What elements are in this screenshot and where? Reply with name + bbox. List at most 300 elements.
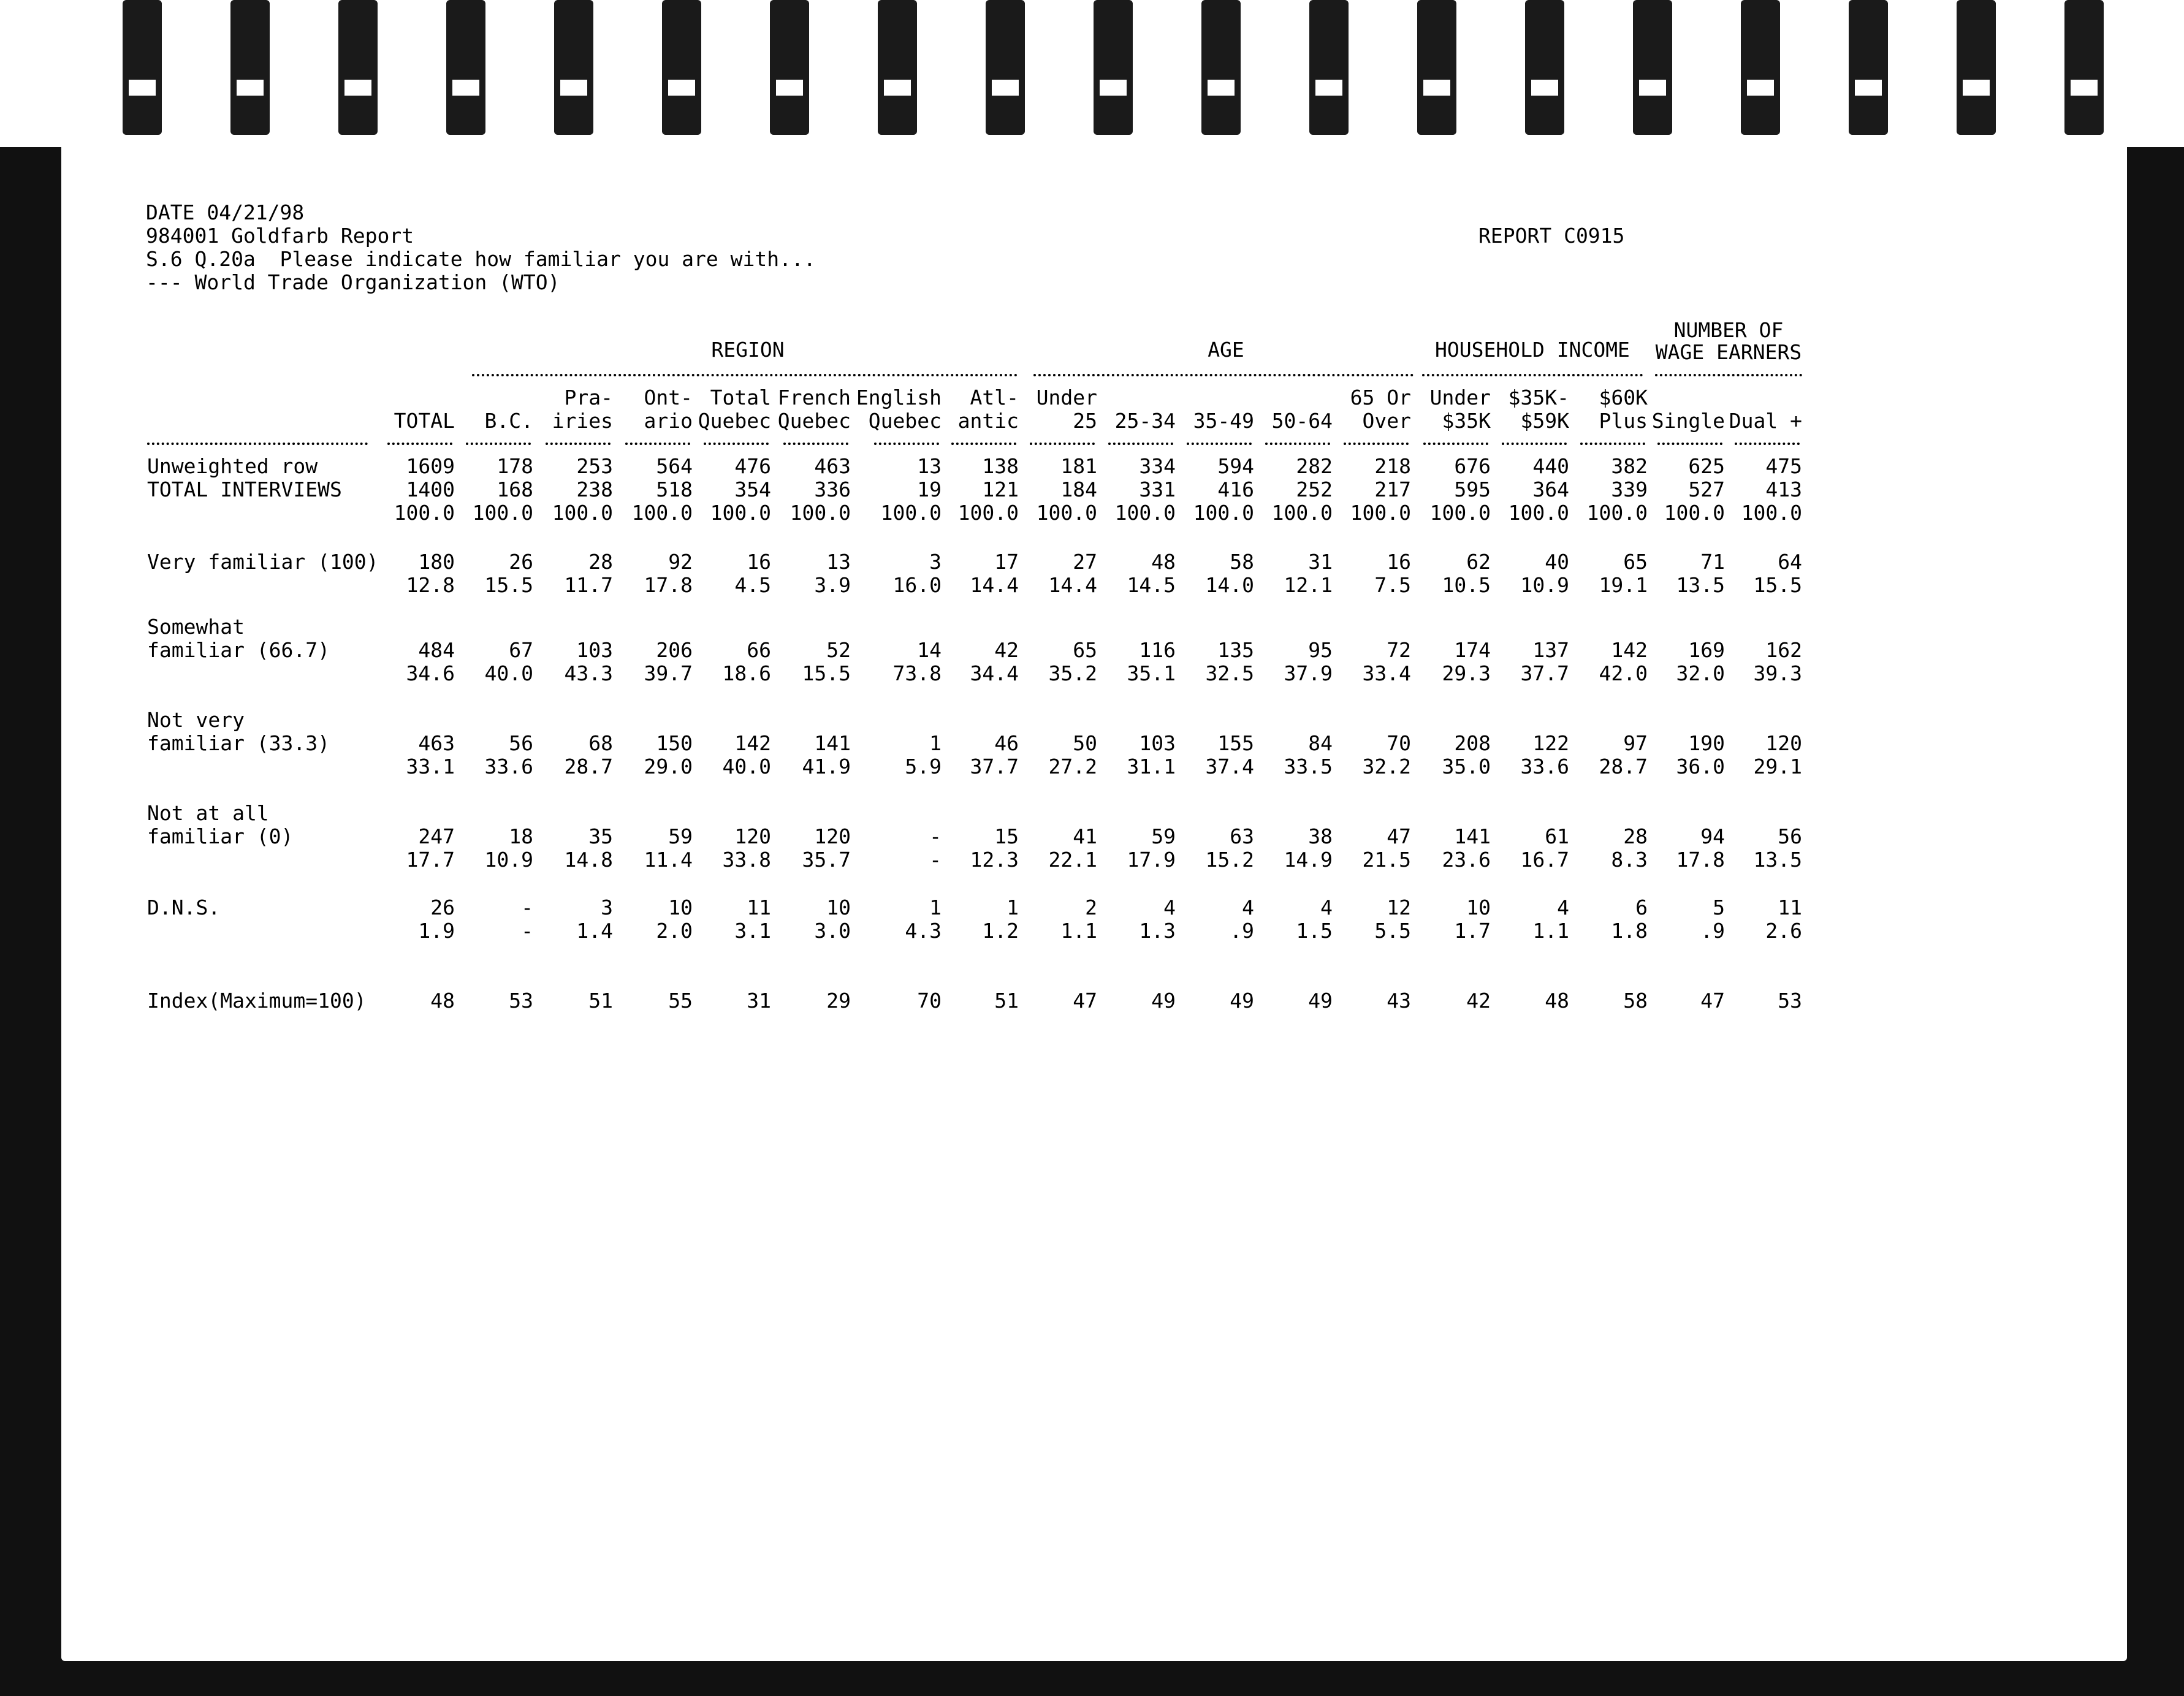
table-cell: 47 (1073, 989, 1097, 1013)
table-cell: 58 (1623, 989, 1648, 1013)
table-cell: 72 (1387, 638, 1411, 662)
row-label: D.N.S. (147, 896, 221, 919)
column-header-line2: 25-34 (1114, 409, 1176, 433)
table-cell: 29.3 (1442, 661, 1491, 685)
table-cell: 518 (656, 477, 693, 501)
table-cell: 100.0 (1586, 501, 1648, 525)
table-cell: 100.0 (1741, 501, 1802, 525)
table-cell: 29 (826, 989, 851, 1013)
table-cell: 12.1 (1284, 573, 1333, 597)
group-age: AGE (1208, 338, 1244, 362)
table-cell: 6 (1635, 896, 1648, 919)
table-cell: 208 (1454, 731, 1491, 755)
table-cell: 1400 (406, 477, 455, 501)
table-cell: 282 (1296, 454, 1333, 478)
table-cell: 162 (1765, 638, 1802, 662)
spiral-coil (1525, 0, 1564, 135)
table-cell: 100.0 (631, 501, 693, 525)
table-cell: 4 (1320, 896, 1333, 919)
table-cell: 463 (418, 731, 455, 755)
spiral-coil (662, 0, 701, 135)
column-header-line1: Atl- (970, 386, 1019, 409)
row-label: Index(Maximum=100) (147, 989, 367, 1013)
table-cell: 84 (1308, 731, 1333, 755)
column-rule (951, 443, 1016, 445)
table-cell: 141 (1454, 824, 1491, 848)
table-cell: 14.4 (1048, 573, 1097, 597)
table-cell: 17.7 (406, 848, 455, 872)
table-cell: 27.2 (1048, 755, 1097, 778)
table-cell: 174 (1454, 638, 1491, 662)
table-cell: 40.0 (722, 755, 771, 778)
table-cell: 95 (1308, 638, 1333, 662)
table-cell: 413 (1765, 477, 1802, 501)
spiral-coil (1849, 0, 1888, 135)
table-cell: 47 (1700, 989, 1725, 1013)
table-cell: 4.3 (905, 919, 942, 943)
table-cell: 354 (734, 477, 771, 501)
table-cell: 1.9 (418, 919, 455, 943)
column-header-line2: Dual + (1729, 409, 1802, 433)
table-cell: 142 (1611, 638, 1648, 662)
table-cell: 67 (509, 638, 533, 662)
table-cell: 26 (509, 550, 533, 574)
column-header-line1: Under (1036, 386, 1097, 409)
table-cell: 70 (917, 989, 942, 1013)
table-cell: 14 (917, 638, 942, 662)
table-cell: 100.0 (1271, 501, 1333, 525)
table-cell: 49 (1151, 989, 1176, 1013)
table-cell: 31 (747, 989, 771, 1013)
table-cell: 169 (1688, 638, 1725, 662)
table-cell: 13 (917, 454, 942, 478)
table-cell: 94 (1700, 824, 1725, 848)
table-cell: 100.0 (394, 501, 455, 525)
column-header-line2: antic (957, 409, 1019, 433)
table-cell: 440 (1532, 454, 1569, 478)
table-cell: 364 (1532, 477, 1569, 501)
table-cell: 17.9 (1127, 848, 1176, 872)
table-cell: 135 (1217, 638, 1254, 662)
table-cell: 14.5 (1127, 573, 1176, 597)
table-cell: 17.8 (1676, 848, 1725, 872)
table-cell: 416 (1217, 477, 1254, 501)
table-cell: 100.0 (710, 501, 771, 525)
table-cell: 48 (1151, 550, 1176, 574)
table-cell: 120 (814, 824, 851, 848)
table-cell: 14.8 (564, 848, 613, 872)
table-cell: 100.0 (790, 501, 851, 525)
row-label-line2: familiar (0) (147, 824, 294, 848)
column-header-line2: Quebec (698, 409, 771, 433)
spiral-coil (446, 0, 485, 135)
column-rule (1108, 443, 1173, 445)
spiral-coil (123, 0, 162, 135)
table-cell: 40 (1545, 550, 1569, 574)
table-cell: 31.1 (1127, 755, 1176, 778)
table-cell: 13.5 (1676, 573, 1725, 597)
table-cell: 1.4 (576, 919, 613, 943)
table-cell: 336 (814, 477, 851, 501)
table-cell: 100.0 (1193, 501, 1254, 525)
table-cell: 53 (1778, 989, 1802, 1013)
table-cell: 1.7 (1454, 919, 1491, 943)
table-cell: 100.0 (1350, 501, 1411, 525)
table-cell: 28.7 (564, 755, 613, 778)
table-cell: 19.1 (1599, 573, 1648, 597)
table-cell: 34.4 (970, 661, 1019, 685)
table-cell: 1 (1006, 896, 1019, 919)
table-cell: 47 (1387, 824, 1411, 848)
age-rule (1033, 374, 1414, 376)
table-cell: 59 (668, 824, 693, 848)
table-cell: 15.5 (802, 661, 851, 685)
column-rule (783, 443, 848, 445)
table-cell: 29.1 (1753, 755, 1802, 778)
table-cell: 33.6 (484, 755, 533, 778)
table-cell: 1.5 (1296, 919, 1333, 943)
table-cell: 68 (588, 731, 613, 755)
table-cell: 33.6 (1520, 755, 1569, 778)
row-label-line2: familiar (33.3) (147, 731, 330, 755)
column-rule (546, 443, 611, 445)
table-cell: 15.2 (1205, 848, 1254, 872)
spiral-coil (1201, 0, 1241, 135)
table-cell: 120 (734, 824, 771, 848)
table-cell: 71 (1700, 550, 1725, 574)
table-cell: 64 (1778, 550, 1802, 574)
column-rule (1657, 443, 1722, 445)
spiral-coil (986, 0, 1025, 135)
table-cell: 382 (1611, 454, 1648, 478)
column-header-line1: $60K (1599, 386, 1648, 409)
table-cell: 28 (1623, 824, 1648, 848)
table-cell: 100.0 (1508, 501, 1569, 525)
table-cell: 100.0 (1664, 501, 1725, 525)
table-cell: 56 (1778, 824, 1802, 848)
table-cell: 1.1 (1060, 919, 1097, 943)
table-cell: 32.5 (1205, 661, 1254, 685)
table-cell: 92 (668, 550, 693, 574)
column-rule (466, 443, 531, 445)
table-cell: 595 (1454, 477, 1491, 501)
column-rule (1735, 443, 1800, 445)
column-header-line1: $35K- (1508, 386, 1569, 409)
table-cell: 103 (576, 638, 613, 662)
table-cell: 103 (1139, 731, 1176, 755)
table-cell: 1609 (406, 454, 455, 478)
table-cell: 42.0 (1599, 661, 1648, 685)
table-cell: 37.7 (1520, 661, 1569, 685)
table-cell: 66 (747, 638, 771, 662)
row-label: Somewhat (147, 615, 245, 639)
question-subject: --- World Trade Organization (WTO) (146, 270, 560, 294)
table-cell: 100.0 (552, 501, 613, 525)
column-header-line2: 50-64 (1271, 409, 1333, 433)
column-rule (1187, 443, 1252, 445)
table-cell: 100.0 (957, 501, 1019, 525)
table-cell: 61 (1545, 824, 1569, 848)
table-cell: 59 (1151, 824, 1176, 848)
table-cell: 41 (1073, 824, 1097, 848)
spiral-coil (1417, 0, 1456, 135)
table-cell: 1.3 (1139, 919, 1176, 943)
table-cell: 16.7 (1520, 848, 1569, 872)
table-cell: 2.6 (1765, 919, 1802, 943)
table-cell: 42 (994, 638, 1019, 662)
table-cell: 10.9 (484, 848, 533, 872)
spiral-coil (1094, 0, 1133, 135)
table-cell: 625 (1688, 454, 1725, 478)
spiral-coil (1309, 0, 1349, 135)
table-cell: 100.0 (472, 501, 533, 525)
table-cell: 56 (509, 731, 533, 755)
column-rule (1265, 443, 1330, 445)
table-cell: 70 (1387, 731, 1411, 755)
table-cell: 14.9 (1284, 848, 1333, 872)
table-cell: 339 (1611, 477, 1648, 501)
table-cell: 10 (826, 896, 851, 919)
column-header-line2: $35K (1442, 409, 1491, 433)
column-header-line2: Quebec (868, 409, 942, 433)
table-cell: 17 (994, 550, 1019, 574)
table-cell: 1.2 (982, 919, 1019, 943)
table-cell: 39.7 (644, 661, 693, 685)
table-cell: 527 (1688, 477, 1725, 501)
row-label: Not at all (147, 801, 269, 825)
table-cell: 11 (747, 896, 771, 919)
table-cell: 331 (1139, 477, 1176, 501)
table-cell: - (929, 824, 942, 848)
table-cell: 100.0 (880, 501, 942, 525)
table-cell: 5.9 (905, 755, 942, 778)
spiral-coil (2064, 0, 2104, 135)
table-cell: 19 (917, 477, 942, 501)
table-cell: 484 (418, 638, 455, 662)
table-cell: 3.1 (734, 919, 771, 943)
table-cell: 50 (1073, 731, 1097, 755)
table-cell: .9 (1230, 919, 1254, 943)
table-cell: 28.7 (1599, 755, 1648, 778)
table-cell: 141 (814, 731, 851, 755)
table-cell: 3 (929, 550, 942, 574)
table-cell: 31 (1308, 550, 1333, 574)
table-cell: 35 (588, 824, 613, 848)
group-region: REGION (711, 338, 785, 362)
table-cell: 26 (430, 896, 455, 919)
table-cell: 4 (1242, 896, 1254, 919)
table-cell: 43 (1387, 989, 1411, 1013)
group-household-income: HOUSEHOLD INCOME (1435, 338, 1630, 362)
table-cell: 12.3 (970, 848, 1019, 872)
income-rule (1422, 374, 1643, 376)
label-rule (147, 443, 368, 445)
table-cell: 3.9 (814, 573, 851, 597)
table-cell: 121 (982, 477, 1019, 501)
table-cell: 334 (1139, 454, 1176, 478)
table-cell: 32.0 (1676, 661, 1725, 685)
table-cell: 39.3 (1753, 661, 1802, 685)
table-cell: 100.0 (1036, 501, 1097, 525)
column-header-line2: Quebec (777, 409, 851, 433)
table-cell: 218 (1374, 454, 1411, 478)
table-cell: 63 (1230, 824, 1254, 848)
table-cell: 16 (1387, 550, 1411, 574)
table-cell: 13.5 (1753, 848, 1802, 872)
spiral-coil (770, 0, 809, 135)
column-header-line1: English (856, 386, 942, 409)
table-cell: 28 (588, 550, 613, 574)
table-cell: 48 (430, 989, 455, 1013)
table-cell: 15.5 (1753, 573, 1802, 597)
table-cell: 51 (588, 989, 613, 1013)
report-date: DATE 04/21/98 (146, 200, 305, 224)
column-header-line2: 35-49 (1193, 409, 1254, 433)
spiral-binding (0, 0, 2184, 147)
table-cell: 10 (1466, 896, 1491, 919)
table-cell: 73.8 (892, 661, 942, 685)
table-cell: 62 (1466, 550, 1491, 574)
table-cell: 42 (1466, 989, 1491, 1013)
spiral-coil (338, 0, 378, 135)
table-cell: 15.5 (484, 573, 533, 597)
table-cell: 51 (994, 989, 1019, 1013)
table-cell: - (929, 848, 942, 872)
table-cell: 178 (497, 454, 533, 478)
table-cell: 27 (1073, 550, 1097, 574)
table-cell: 17.8 (644, 573, 693, 597)
row-label: Very familiar (100) (147, 550, 379, 574)
table-cell: 16.0 (892, 573, 942, 597)
table-cell: 37.4 (1205, 755, 1254, 778)
table-cell: 564 (656, 454, 693, 478)
column-header-line2: $59K (1520, 409, 1569, 433)
table-cell: 138 (982, 454, 1019, 478)
row-label-line2: familiar (66.7) (147, 638, 330, 662)
table-cell: 18 (509, 824, 533, 848)
table-cell: 5 (1713, 896, 1725, 919)
column-rule (625, 443, 690, 445)
region-rule (472, 374, 1018, 376)
table-cell: 116 (1139, 638, 1176, 662)
table-cell: 253 (576, 454, 613, 478)
table-cell: 184 (1060, 477, 1097, 501)
table-cell: 10 (668, 896, 693, 919)
table-cell: 475 (1765, 454, 1802, 478)
table-cell: 14.0 (1205, 573, 1254, 597)
table-cell: 3 (601, 896, 613, 919)
table-cell: 12 (1387, 896, 1411, 919)
table-cell: 33.4 (1362, 661, 1411, 685)
table-cell: 100.0 (1114, 501, 1176, 525)
table-cell: 155 (1217, 731, 1254, 755)
table-cell: 10.5 (1442, 573, 1491, 597)
table-cell: 33.8 (722, 848, 771, 872)
table-cell: 1.8 (1611, 919, 1648, 943)
table-cell: 65 (1073, 638, 1097, 662)
table-cell: 29.0 (644, 755, 693, 778)
table-cell: 1 (929, 731, 942, 755)
table-cell: - (521, 919, 533, 943)
column-header-line1: Pra- (564, 386, 613, 409)
table-cell: 33.1 (406, 755, 455, 778)
table-cell: 13 (826, 550, 851, 574)
table-cell: 142 (734, 731, 771, 755)
table-cell: 35.2 (1048, 661, 1097, 685)
table-cell: 120 (1765, 731, 1802, 755)
table-cell: 122 (1532, 731, 1569, 755)
column-header-line2: B.C. (484, 409, 533, 433)
table-cell: 35.1 (1127, 661, 1176, 685)
table-cell: 53 (509, 989, 533, 1013)
table-cell: 2 (1085, 896, 1097, 919)
wage-rule (1655, 374, 1802, 376)
table-cell: 38 (1308, 824, 1333, 848)
column-header-line2: TOTAL (394, 409, 455, 433)
table-cell: 46 (994, 731, 1019, 755)
table-cell: 137 (1532, 638, 1569, 662)
table-cell: 181 (1060, 454, 1097, 478)
table-cell: 4.5 (734, 573, 771, 597)
spiral-coil (878, 0, 917, 135)
column-header-line1: French (777, 386, 851, 409)
table-cell: 4 (1557, 896, 1569, 919)
table-cell: 37.7 (970, 755, 1019, 778)
table-cell: 18.6 (722, 661, 771, 685)
table-cell: 247 (418, 824, 455, 848)
table-cell: 37.9 (1284, 661, 1333, 685)
column-header-line2: 25 (1073, 409, 1097, 433)
column-rule (704, 443, 769, 445)
column-header-line1: Total (710, 386, 771, 409)
table-cell: 1 (929, 896, 942, 919)
table-cell: 48 (1545, 989, 1569, 1013)
report-title: 984001 Goldfarb Report (146, 224, 414, 248)
column-rule (387, 443, 452, 445)
table-cell: 22.1 (1048, 848, 1097, 872)
table-cell: 14.4 (970, 573, 1019, 597)
column-header-line2: Over (1362, 409, 1411, 433)
spiral-coil (554, 0, 593, 135)
table-cell: 21.5 (1362, 848, 1411, 872)
table-cell: 41.9 (802, 755, 851, 778)
table-cell: 594 (1217, 454, 1254, 478)
column-header-line1: Ont- (644, 386, 693, 409)
table-cell: 10.9 (1520, 573, 1569, 597)
table-cell: 5.5 (1374, 919, 1411, 943)
table-cell: 65 (1623, 550, 1648, 574)
table-cell: 4 (1163, 896, 1176, 919)
question-text: S.6 Q.20a Please indicate how familiar you are with... (146, 247, 816, 271)
table-cell: 676 (1454, 454, 1491, 478)
column-rule (1580, 443, 1645, 445)
table-cell: 100.0 (1429, 501, 1491, 525)
table-cell: 11.4 (644, 848, 693, 872)
table-cell: 168 (497, 477, 533, 501)
table-cell: 52 (826, 638, 851, 662)
table-cell: 463 (814, 454, 851, 478)
table-cell: 12.8 (406, 573, 455, 597)
table-cell: 150 (656, 731, 693, 755)
table-cell: 34.6 (406, 661, 455, 685)
spiral-coil (230, 0, 270, 135)
table-cell: 217 (1374, 477, 1411, 501)
column-header-line2: Single (1651, 409, 1725, 433)
report-id: REPORT C0915 (1478, 224, 1625, 248)
table-cell: 33.5 (1284, 755, 1333, 778)
row-label: Unweighted row (147, 454, 318, 478)
table-cell: 58 (1230, 550, 1254, 574)
